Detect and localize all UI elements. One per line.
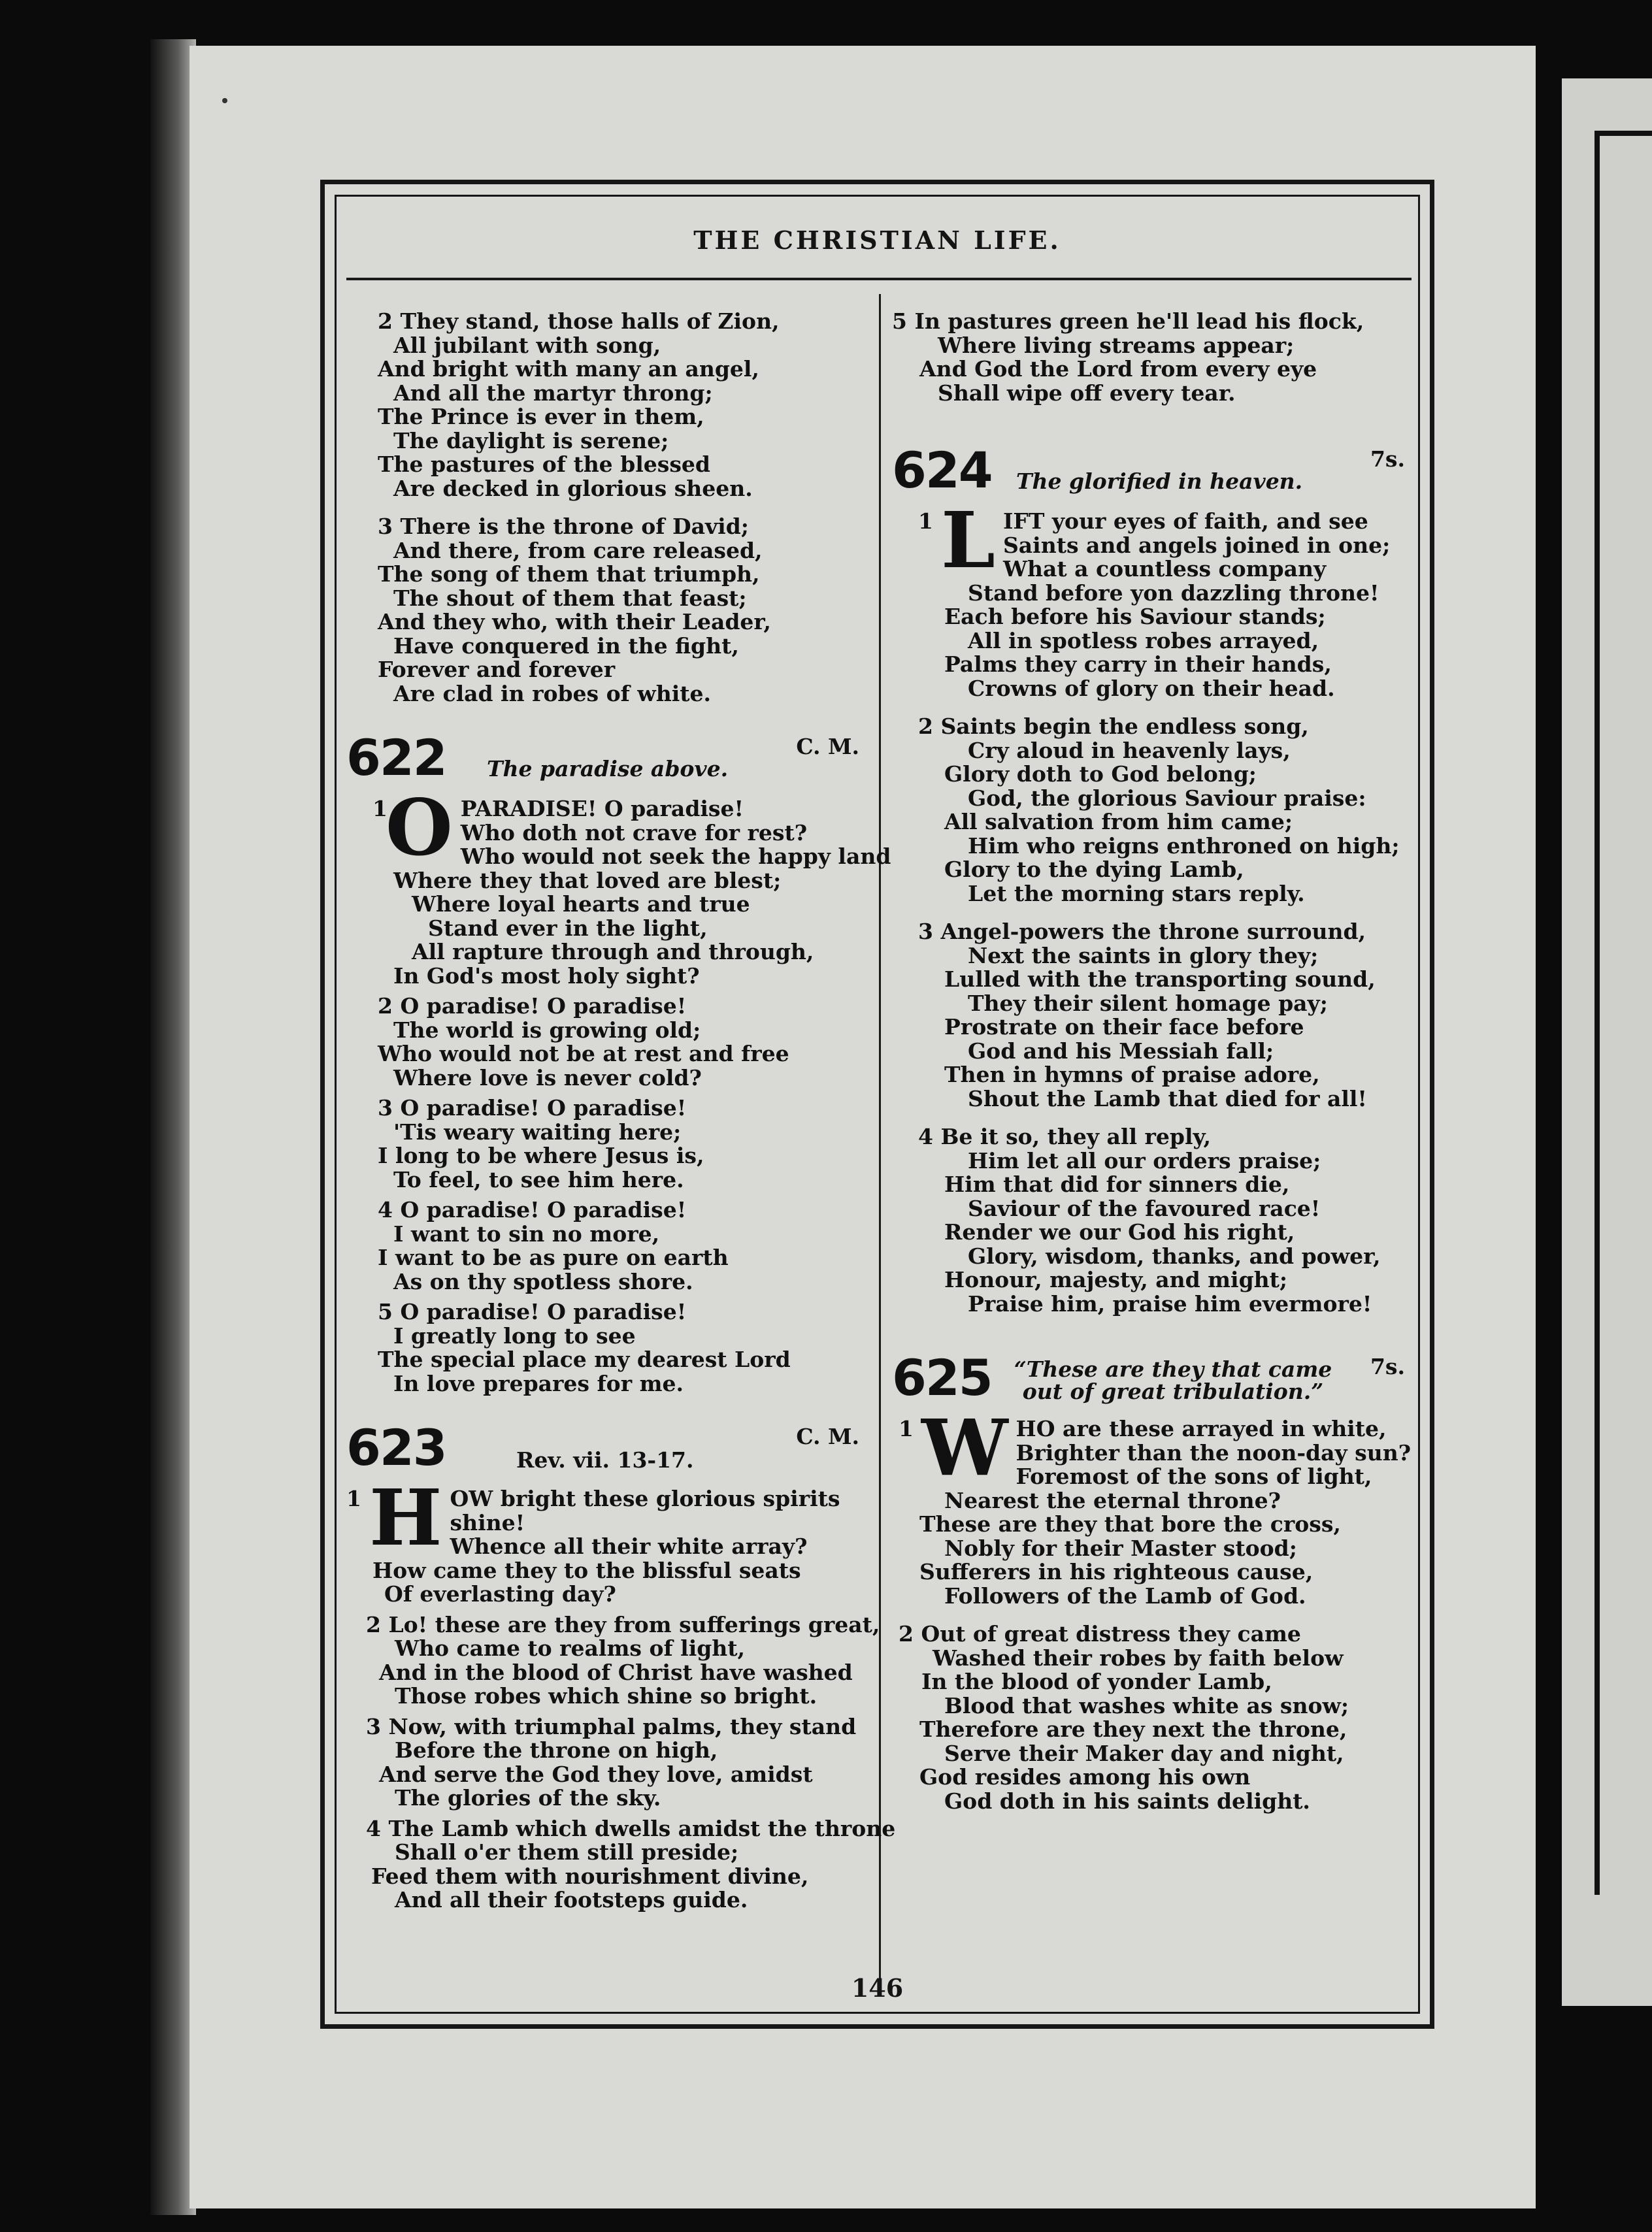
left-column bbox=[346, 308, 896, 1912]
verse-line: Saints and angels joined in one; bbox=[1002, 532, 1391, 558]
verse-block bbox=[346, 1096, 869, 1192]
verse-line: 3 Now, with triumphal palms, they stand bbox=[366, 1713, 857, 1739]
verse-line: The pastures of the blessed bbox=[378, 451, 711, 477]
verse-line: God doth in his saints delight. bbox=[944, 1788, 1310, 1814]
verse-line: God, the glorious Saviour praise: bbox=[968, 785, 1366, 811]
verse-line: And there, from care released, bbox=[393, 537, 763, 563]
verse-block bbox=[346, 1300, 869, 1396]
verse-line: Of everlasting day? bbox=[384, 1581, 616, 1607]
verse-line: And bright with many an angel, bbox=[378, 356, 759, 382]
verse-line: Stand ever in the light, bbox=[428, 915, 708, 941]
verse-line: Shall o'er them still preside; bbox=[395, 1839, 739, 1865]
verse-line: All in spotless robes arrayed, bbox=[968, 627, 1319, 653]
verse-line: 2 Saints begin the endless song, bbox=[918, 714, 1309, 739]
drop-cap: O bbox=[386, 782, 453, 873]
drop-cap: W bbox=[921, 1402, 1008, 1493]
right-column bbox=[892, 310, 1415, 1813]
verse-line: Brighter than the noon-day sun? bbox=[1016, 1439, 1412, 1466]
hymn-meter: 7s. bbox=[1370, 446, 1405, 472]
verse-line: I long to be where Jesus is, bbox=[378, 1143, 704, 1168]
verse-line: Nobly for their Master stood; bbox=[944, 1535, 1297, 1561]
verse-line: Glory to the dying Lamb, bbox=[944, 857, 1244, 882]
verse-block bbox=[892, 310, 1415, 405]
verse-line bbox=[346, 1865, 869, 1890]
verse-line: Him let all our orders praise; bbox=[968, 1147, 1321, 1173]
verse-block bbox=[346, 1472, 869, 1607]
verse-line: Prostrate on their face before bbox=[944, 1014, 1304, 1040]
verse-line: Shout the Lamb that died for all! bbox=[968, 1085, 1367, 1111]
facing-page-border bbox=[1594, 131, 1600, 1895]
verse-line: I want to be as pure on earth bbox=[378, 1245, 729, 1270]
verse-line: Therefore are they next the throne, bbox=[919, 1716, 1347, 1742]
verse-line: What a countless company bbox=[1002, 556, 1327, 582]
verse-line: Glory doth to God belong; bbox=[944, 761, 1257, 787]
verse-number: 1 bbox=[918, 508, 933, 534]
header-rule bbox=[346, 278, 1412, 280]
verse-number: 1 bbox=[372, 796, 388, 821]
verse-line: 4 O paradise! O paradise! bbox=[378, 1197, 687, 1223]
verse-line: Each before his Saviour stands; bbox=[944, 604, 1326, 629]
verse-line: 2 Lo! these are they from sufferings great, bbox=[366, 1611, 880, 1637]
verse-line: Shall wipe off every tear. bbox=[938, 380, 1236, 406]
verse-block bbox=[346, 1865, 869, 1961]
paper-speck bbox=[222, 98, 227, 103]
verse-line: 3 Angel-powers the throne surround, bbox=[918, 919, 1366, 944]
verse-line: Cry aloud in heavenly lays, bbox=[968, 737, 1291, 763]
verse-line bbox=[346, 1913, 869, 1937]
verse-line: IFT your eyes of faith, and see bbox=[1002, 508, 1368, 534]
verse-line: 2 O paradise! O paradise! bbox=[378, 993, 687, 1019]
verse-line: 2 Out of great distress they came bbox=[899, 1621, 1301, 1647]
verse-line: And serve the God they love, amidst bbox=[379, 1761, 813, 1787]
drop-cap: H bbox=[369, 1472, 442, 1563]
verse-block bbox=[892, 920, 1415, 1111]
verse-line: HO are these arrayed in white, bbox=[1016, 1416, 1387, 1441]
verse-line: Whence all their white array? bbox=[450, 1534, 808, 1559]
verse-line: The Prince is ever in them, bbox=[378, 404, 704, 429]
verse-line: Glory, wisdom, thanks, and power, bbox=[968, 1243, 1381, 1269]
verse-line: The world is growing old; bbox=[393, 1017, 701, 1043]
verse-block bbox=[346, 1611, 880, 1709]
hymn-title: The glorified in heaven. bbox=[1016, 468, 1303, 494]
verse-line: Lulled with the transporting sound, bbox=[944, 966, 1376, 992]
verse-line: 4 The Lamb which dwells amidst the throne bbox=[366, 1815, 896, 1841]
verse-block bbox=[346, 1715, 869, 1811]
verse-line: I want to sin no more, bbox=[393, 1221, 660, 1247]
verse-line: God and his Messiah fall; bbox=[968, 1038, 1274, 1064]
verse-line: 'Tis weary waiting here; bbox=[393, 1119, 682, 1145]
verse-line: Next the saints in glory they; bbox=[968, 942, 1319, 968]
verse-line: Forever and forever bbox=[378, 657, 616, 682]
verse-line: How came they to the blissful seats bbox=[372, 1557, 801, 1583]
drop-cap: L bbox=[941, 495, 995, 585]
verse-line: Palms they carry in their hands, bbox=[944, 651, 1332, 677]
hymn-title: Rev. vii. 13-17. bbox=[516, 1447, 694, 1473]
column-divider bbox=[879, 294, 881, 1986]
verse-line bbox=[346, 1887, 869, 1914]
verse-line: 4 Be it so, they all reply, bbox=[918, 1124, 1211, 1149]
verse-line: These are they that bore the cross, bbox=[919, 1511, 1341, 1537]
verse-number: 1 bbox=[899, 1416, 914, 1441]
verse-line: To feel, to see him here. bbox=[393, 1166, 684, 1192]
verse-line: Praise him, praise him evermore! bbox=[968, 1290, 1372, 1317]
hymn-number: 625 bbox=[892, 1349, 992, 1407]
verse-line: OW bright these glorious spirits bbox=[450, 1486, 840, 1511]
verse-line: I greatly long to see bbox=[393, 1322, 636, 1349]
verse-line bbox=[346, 1937, 869, 1961]
hymn-meter: C. M. bbox=[796, 734, 859, 759]
facing-page-border-top bbox=[1594, 131, 1652, 136]
hymn-heading bbox=[346, 1419, 869, 1487]
verse-line: Those robes which shine so bright. bbox=[395, 1683, 818, 1709]
verse-line: And all their footsteps guide. bbox=[395, 1887, 748, 1912]
hymn-number: 624 bbox=[892, 441, 992, 499]
verse-line: PARADISE! O paradise! bbox=[460, 796, 744, 821]
verse-line: Who came to realms of light, bbox=[395, 1635, 746, 1661]
verse-block bbox=[346, 310, 869, 501]
verse-line: Before the throne on high, bbox=[395, 1737, 718, 1763]
verse-block bbox=[892, 1125, 1415, 1316]
verse-line: Where loyal hearts and true bbox=[412, 891, 750, 917]
verse-line: Are decked in glorious sheen. bbox=[393, 475, 753, 501]
verse-block bbox=[892, 1622, 1415, 1813]
verse-line: 5 O paradise! O paradise! bbox=[378, 1299, 687, 1324]
verse-line: Crowns of glory on their head. bbox=[968, 675, 1335, 701]
verse-line: Are clad in robes of white. bbox=[393, 680, 711, 706]
verse-line: Let the morning stars reply. bbox=[968, 880, 1305, 906]
verse-line: Foremost of the sons of light, bbox=[1016, 1464, 1372, 1489]
hymn-heading bbox=[892, 441, 1415, 510]
facing-page-edge bbox=[1562, 78, 1652, 2006]
verse-block bbox=[346, 515, 869, 706]
verse-line: And in the blood of Christ have washed bbox=[379, 1659, 853, 1685]
verse-line: The daylight is serene; bbox=[393, 427, 669, 453]
verse-block bbox=[892, 495, 1415, 701]
verse-block bbox=[346, 1198, 869, 1294]
hymn-meter: C. M. bbox=[796, 1424, 859, 1449]
verse-line: Then in hymns of praise adore, bbox=[944, 1062, 1320, 1087]
verse-line: In the blood of yonder Lamb, bbox=[921, 1669, 1272, 1694]
verse-line: All salvation from him came; bbox=[944, 809, 1293, 834]
verse-line: Honour, majesty, and might; bbox=[944, 1267, 1288, 1292]
hymn-number: 623 bbox=[346, 1419, 446, 1477]
verse-line: 3 There is the throne of David; bbox=[378, 514, 749, 539]
hymn-heading bbox=[892, 1349, 1415, 1417]
page-number: 146 bbox=[851, 1973, 904, 2003]
verse-line: All jubilant with song, bbox=[393, 332, 661, 358]
verse-block bbox=[892, 1402, 1415, 1609]
verse-line: Blood that washes white as snow; bbox=[944, 1692, 1349, 1718]
verse-line: And God the Lord from every eye bbox=[919, 356, 1317, 382]
verse-line: Have conquered in the fight, bbox=[393, 632, 739, 659]
verse-line: All rapture through and through, bbox=[412, 939, 814, 964]
verse-line: Render we our God his right, bbox=[944, 1219, 1295, 1245]
verse-line: They their silent homage pay; bbox=[968, 990, 1328, 1016]
verse-line: Serve their Maker day and night, bbox=[944, 1740, 1344, 1766]
verse-line: Saviour of the favoured race! bbox=[968, 1195, 1321, 1221]
verse-line: The song of them that triumph, bbox=[378, 561, 760, 587]
verse-block bbox=[346, 994, 869, 1090]
hymn-number: 622 bbox=[346, 729, 446, 787]
verse-block bbox=[892, 715, 1415, 906]
verse-line: The glories of the sky. bbox=[395, 1785, 661, 1811]
verse-line: Stand before yon dazzling throne! bbox=[968, 580, 1379, 606]
verse-line: Who would not be at rest and free bbox=[378, 1041, 789, 1066]
verse-line: 2 They stand, those halls of Zion, bbox=[378, 308, 780, 334]
running-head: THE CHRISTIAN LIFE. bbox=[693, 225, 1061, 255]
verse-line: shine! bbox=[450, 1509, 525, 1535]
verse-block bbox=[346, 782, 891, 989]
verse-line: As on thy spotless shore. bbox=[393, 1268, 693, 1294]
hymn-meter: 7s. bbox=[1370, 1354, 1405, 1379]
hymn-heading bbox=[346, 729, 869, 797]
verse-line: Where love is never cold? bbox=[393, 1064, 702, 1091]
verse-line: Where they that loved are blest; bbox=[393, 867, 782, 893]
verse-line: God resides among his own bbox=[919, 1764, 1251, 1790]
verse-line: Followers of the Lamb of God. bbox=[944, 1583, 1306, 1609]
verse-line: In love prepares for me. bbox=[393, 1370, 684, 1396]
verse-line: 5 In pastures green he'll lead his flock, bbox=[892, 308, 1364, 334]
verse-number: 1 bbox=[346, 1486, 361, 1511]
verse-line: And they who, with their Leader, bbox=[378, 609, 771, 634]
verse-line: Nearest the eternal throne? bbox=[944, 1487, 1281, 1513]
verse-line: The special place my dearest Lord bbox=[378, 1347, 791, 1372]
verse-line: Washed their robes by faith below bbox=[933, 1645, 1344, 1671]
verse-line: Feed them with nourishment divine, bbox=[371, 1863, 809, 1889]
verse-line: Who doth not crave for rest? bbox=[460, 819, 808, 845]
verse-line: Who would not seek the happy land bbox=[460, 844, 891, 869]
verse-line: Him who reigns enthroned on high; bbox=[968, 832, 1400, 859]
verse-line: 3 O paradise! O paradise! bbox=[378, 1095, 687, 1121]
verse-line: Him that did for sinners die, bbox=[944, 1172, 1290, 1197]
verse-line: Sufferers in his righteous cause, bbox=[919, 1559, 1313, 1584]
verse-line: Where living streams appear; bbox=[938, 332, 1295, 358]
hymn-title: The paradise above. bbox=[487, 756, 729, 781]
verse-line: And all the martyr throng; bbox=[393, 380, 713, 406]
verse-line: In God's most holy sight? bbox=[393, 962, 700, 989]
verse-line: The shout of them that feast; bbox=[393, 585, 747, 611]
hymn-title: “These are they that came out of great tribulation.” bbox=[1014, 1356, 1332, 1404]
